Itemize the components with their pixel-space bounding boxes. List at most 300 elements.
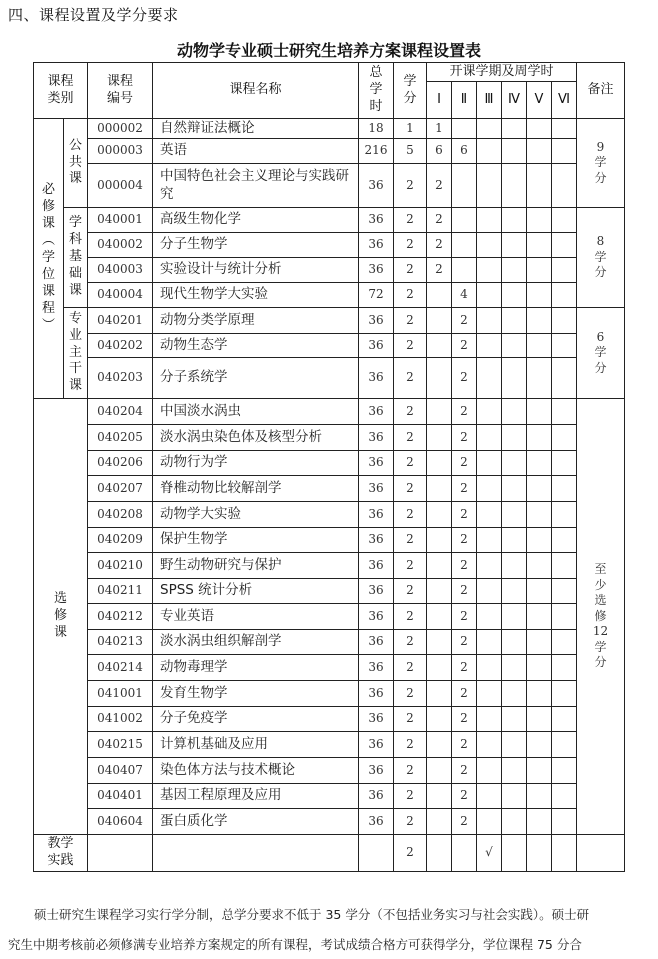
course-credits: 2 <box>393 757 427 784</box>
course-name: 专业英语 <box>152 603 359 630</box>
semester-hours-6 <box>551 680 577 707</box>
course-total-hours: 36 <box>358 603 394 630</box>
semester-hours-6 <box>551 138 577 164</box>
course-code: 040003 <box>87 257 153 283</box>
course-name: 分子系统学 <box>152 357 359 399</box>
remark-basic <box>576 207 625 308</box>
course-code: 040407 <box>87 757 153 784</box>
semester-hours-4 <box>501 603 527 630</box>
semester-hours-5 <box>526 450 552 476</box>
header-total-hours: 总 学 时 <box>358 62 394 119</box>
semester-hours-4 <box>501 757 527 784</box>
semester-hours-1: 2 <box>426 163 452 208</box>
header-semester-4: Ⅳ <box>501 81 527 119</box>
semester-hours-2 <box>451 834 477 872</box>
semester-hours-2: 2 <box>451 333 477 358</box>
course-total-hours: 36 <box>358 398 394 425</box>
semester-hours-4 <box>501 527 527 553</box>
semester-hours-4 <box>501 706 527 732</box>
semester-hours-2: 2 <box>451 307 477 334</box>
semester-hours-6 <box>551 552 577 579</box>
semester-hours-3 <box>476 552 502 579</box>
semester-hours-5 <box>526 578 552 604</box>
semester-hours-4 <box>501 680 527 707</box>
semester-hours-5 <box>526 333 552 358</box>
course-name: 动物学大实验 <box>152 501 359 528</box>
semester-hours-3 <box>476 207 502 233</box>
semester-hours-1 <box>426 834 452 872</box>
semester-hours-4 <box>501 552 527 579</box>
semester-hours-4 <box>501 731 527 758</box>
semester-hours-5 <box>526 398 552 425</box>
course-name: 蛋白质化学 <box>152 808 359 835</box>
course-total-hours: 36 <box>358 475 394 502</box>
semester-hours-3 <box>476 654 502 681</box>
semester-hours-1 <box>426 629 452 655</box>
course-name: 英语 <box>152 138 359 164</box>
header-name: 课程名称 <box>152 62 359 119</box>
semester-hours-1: 1 <box>426 118 452 139</box>
header-semester-6: Ⅵ <box>551 81 577 119</box>
semester-hours-1 <box>426 578 452 604</box>
semester-hours-2: 2 <box>451 808 477 835</box>
course-total-hours: 36 <box>358 783 394 809</box>
course-code: 040604 <box>87 808 153 835</box>
semester-hours-1 <box>426 808 452 835</box>
semester-hours-5 <box>526 282 552 308</box>
semester-hours-4 <box>501 654 527 681</box>
semester-hours-3 <box>476 450 502 476</box>
semester-hours-3 <box>476 118 502 139</box>
course-total-hours: 36 <box>358 706 394 732</box>
course-total-hours: 36 <box>358 207 394 233</box>
semester-hours-4 <box>501 232 527 258</box>
semester-hours-5 <box>526 706 552 732</box>
course-code: 040205 <box>87 424 153 451</box>
subcategory-major <box>63 307 88 399</box>
semester-hours-3 <box>476 163 502 208</box>
semester-hours-3 <box>476 731 502 758</box>
course-credits: 2 <box>393 450 427 476</box>
semester-hours-1 <box>426 603 452 630</box>
semester-hours-1: 6 <box>426 138 452 164</box>
semester-hours-3 <box>476 527 502 553</box>
semester-hours-2: 2 <box>451 552 477 579</box>
semester-hours-1 <box>426 527 452 553</box>
semester-hours-6 <box>551 501 577 528</box>
semester-hours-2: 2 <box>451 450 477 476</box>
semester-hours-3 <box>476 307 502 334</box>
course-name <box>152 834 359 872</box>
course-name: 自然辩证法概论 <box>152 118 359 139</box>
semester-hours-4 <box>501 501 527 528</box>
course-total-hours: 36 <box>358 654 394 681</box>
course-credits: 2 <box>393 808 427 835</box>
semester-hours-4 <box>501 834 527 872</box>
remark-basic-text: 8 学 分 <box>594 234 607 280</box>
course-total-hours: 36 <box>358 757 394 784</box>
semester-hours-4 <box>501 629 527 655</box>
semester-hours-6 <box>551 207 577 233</box>
semester-hours-5 <box>526 731 552 758</box>
semester-hours-1 <box>426 731 452 758</box>
remark-public-text: 9 学 分 <box>594 139 607 185</box>
course-total-hours: 36 <box>358 163 394 208</box>
semester-hours-3 <box>476 501 502 528</box>
semester-hours-1 <box>426 450 452 476</box>
semester-hours-1 <box>426 357 452 399</box>
course-code <box>87 834 153 872</box>
semester-hours-4 <box>501 475 527 502</box>
category-required <box>33 118 64 399</box>
semester-hours-2: 2 <box>451 603 477 630</box>
course-credits: 2 <box>393 398 427 425</box>
semester-hours-5 <box>526 603 552 630</box>
semester-hours-6 <box>551 333 577 358</box>
course-credits: 2 <box>393 257 427 283</box>
semester-hours-4 <box>501 257 527 283</box>
course-credits: 2 <box>393 282 427 308</box>
semester-hours-3 <box>476 257 502 283</box>
course-total-hours: 72 <box>358 282 394 308</box>
course-code: 040401 <box>87 783 153 809</box>
remark-elective-text: 至 少 选 修 12 学 分 <box>592 561 609 670</box>
course-name: 脊椎动物比较解剖学 <box>152 475 359 502</box>
semester-hours-1: 2 <box>426 257 452 283</box>
course-total-hours: 36 <box>358 552 394 579</box>
semester-hours-3 <box>476 603 502 630</box>
course-credits: 2 <box>393 357 427 399</box>
semester-hours-1: 2 <box>426 207 452 233</box>
course-total-hours: 36 <box>358 424 394 451</box>
semester-hours-2: 2 <box>451 527 477 553</box>
semester-hours-3 <box>476 680 502 707</box>
semester-hours-1 <box>426 501 452 528</box>
semester-hours-3 <box>476 333 502 358</box>
semester-hours-6 <box>551 783 577 809</box>
course-credits: 2 <box>393 552 427 579</box>
semester-hours-2: 2 <box>451 398 477 425</box>
course-credits: 2 <box>393 578 427 604</box>
course-total-hours: 18 <box>358 118 394 139</box>
semester-hours-3 <box>476 398 502 425</box>
category-practice: 教学 实践 <box>33 834 88 872</box>
course-total-hours <box>358 834 394 872</box>
semester-hours-3 <box>476 282 502 308</box>
semester-hours-6 <box>551 834 577 872</box>
course-code: 040201 <box>87 307 153 334</box>
semester-hours-1 <box>426 680 452 707</box>
course-name: 发育生物学 <box>152 680 359 707</box>
course-credits: 2 <box>393 475 427 502</box>
header-remark: 备注 <box>576 62 625 119</box>
course-name: 计算机基础及应用 <box>152 731 359 758</box>
course-code: 040211 <box>87 578 153 604</box>
semester-hours-6 <box>551 654 577 681</box>
course-code: 040207 <box>87 475 153 502</box>
semester-hours-4 <box>501 138 527 164</box>
course-credits: 2 <box>393 424 427 451</box>
course-code: 000003 <box>87 138 153 164</box>
semester-hours-1 <box>426 757 452 784</box>
course-code: 040214 <box>87 654 153 681</box>
course-name: 现代生物学大实验 <box>152 282 359 308</box>
course-credits: 2 <box>393 527 427 553</box>
semester-hours-5 <box>526 783 552 809</box>
semester-hours-5 <box>526 527 552 553</box>
course-name: 中国特色社会主义理论与实践研究 <box>152 163 359 208</box>
semester-hours-6 <box>551 706 577 732</box>
semester-hours-5 <box>526 207 552 233</box>
semester-hours-3 <box>476 232 502 258</box>
course-code: 040204 <box>87 398 153 425</box>
semester-hours-3 <box>476 629 502 655</box>
semester-hours-1 <box>426 783 452 809</box>
semester-hours-5 <box>526 501 552 528</box>
course-name: 动物毒理学 <box>152 654 359 681</box>
footer-paragraph-line-2: 究生中期考核前必须修满专业培养方案规定的所有课程，考试成绩合格方可获得学分，学位课程 75 分合 <box>8 937 582 952</box>
semester-hours-5 <box>526 654 552 681</box>
course-code: 041002 <box>87 706 153 732</box>
semester-hours-2 <box>451 207 477 233</box>
semester-hours-3 <box>476 424 502 451</box>
course-code: 040002 <box>87 232 153 258</box>
course-credits: 2 <box>393 834 427 872</box>
course-name: 淡水涡虫组织解剖学 <box>152 629 359 655</box>
semester-hours-1 <box>426 706 452 732</box>
semester-hours-4 <box>501 424 527 451</box>
course-credits: 2 <box>393 163 427 208</box>
semester-hours-3 <box>476 578 502 604</box>
course-total-hours: 36 <box>358 731 394 758</box>
semester-hours-4 <box>501 808 527 835</box>
course-name: 动物行为学 <box>152 450 359 476</box>
semester-hours-3 <box>476 808 502 835</box>
subcategory-public-text: 公 共 课 <box>68 137 82 187</box>
semester-hours-5 <box>526 757 552 784</box>
semester-hours-5 <box>526 629 552 655</box>
course-credits: 2 <box>393 307 427 334</box>
course-name: 动物分类学原理 <box>152 307 359 334</box>
semester-hours-5 <box>526 118 552 139</box>
subcategory-basic-text: 学 科 基 础 课 <box>68 215 82 298</box>
semester-hours-6 <box>551 808 577 835</box>
semester-hours-5 <box>526 834 552 872</box>
semester-hours-5 <box>526 680 552 707</box>
semester-hours-1 <box>426 654 452 681</box>
remark-major-text: 6 学 分 <box>594 329 607 375</box>
semester-hours-2: 2 <box>451 578 477 604</box>
semester-hours-6 <box>551 603 577 630</box>
semester-hours-5 <box>526 424 552 451</box>
header-semester-3: Ⅲ <box>476 81 502 119</box>
semester-hours-5 <box>526 138 552 164</box>
course-total-hours: 36 <box>358 578 394 604</box>
semester-hours-6 <box>551 629 577 655</box>
semester-hours-6 <box>551 307 577 334</box>
semester-hours-6 <box>551 232 577 258</box>
subcategory-public <box>63 118 88 208</box>
course-total-hours: 36 <box>358 501 394 528</box>
semester-hours-3: √ <box>476 834 502 872</box>
semester-hours-5 <box>526 475 552 502</box>
semester-hours-2: 4 <box>451 282 477 308</box>
semester-hours-3 <box>476 357 502 399</box>
course-total-hours: 36 <box>358 808 394 835</box>
semester-hours-4 <box>501 578 527 604</box>
semester-hours-2: 2 <box>451 757 477 784</box>
course-code: 040215 <box>87 731 153 758</box>
remark-public <box>576 118 625 208</box>
course-name: SPSS 统计分析 <box>152 578 359 604</box>
semester-hours-2: 2 <box>451 475 477 502</box>
header-category: 课程 类别 <box>33 62 88 119</box>
course-name: 分子生物学 <box>152 232 359 258</box>
semester-hours-6 <box>551 357 577 399</box>
course-code: 040209 <box>87 527 153 553</box>
semester-hours-5 <box>526 307 552 334</box>
semester-hours-6 <box>551 475 577 502</box>
semester-hours-2: 2 <box>451 424 477 451</box>
course-code: 040001 <box>87 207 153 233</box>
course-name: 实验设计与统计分析 <box>152 257 359 283</box>
semester-hours-2: 2 <box>451 629 477 655</box>
course-code: 040202 <box>87 333 153 358</box>
semester-hours-4 <box>501 357 527 399</box>
semester-hours-1: 2 <box>426 232 452 258</box>
semester-hours-4 <box>501 282 527 308</box>
semester-hours-2 <box>451 257 477 283</box>
semester-hours-5 <box>526 808 552 835</box>
course-code: 000004 <box>87 163 153 208</box>
semester-hours-3 <box>476 475 502 502</box>
semester-hours-4 <box>501 307 527 334</box>
header-code: 课程 编号 <box>87 62 153 119</box>
semester-hours-6 <box>551 578 577 604</box>
course-total-hours: 36 <box>358 450 394 476</box>
course-credits: 2 <box>393 731 427 758</box>
course-credits: 1 <box>393 118 427 139</box>
semester-hours-2: 2 <box>451 680 477 707</box>
course-credits: 2 <box>393 501 427 528</box>
course-total-hours: 36 <box>358 257 394 283</box>
semester-hours-5 <box>526 232 552 258</box>
semester-hours-6 <box>551 424 577 451</box>
footer-paragraph-line-1: 硕士研究生课程学习实行学分制，总学分要求不低于 35 学分（不包括业务实习与社会实践）。硕士研 <box>34 907 590 922</box>
semester-hours-2 <box>451 163 477 208</box>
semester-hours-2: 2 <box>451 783 477 809</box>
course-code: 000002 <box>87 118 153 139</box>
course-name: 野生动物研究与保护 <box>152 552 359 579</box>
semester-hours-2: 6 <box>451 138 477 164</box>
semester-hours-6 <box>551 282 577 308</box>
course-total-hours: 36 <box>358 629 394 655</box>
course-total-hours: 36 <box>358 232 394 258</box>
course-name: 高级生物化学 <box>152 207 359 233</box>
course-total-hours: 36 <box>358 333 394 358</box>
remark-elective <box>576 398 625 835</box>
category-elective <box>33 398 88 835</box>
course-credits: 2 <box>393 654 427 681</box>
semester-hours-3 <box>476 706 502 732</box>
course-code: 041001 <box>87 680 153 707</box>
semester-hours-6 <box>551 163 577 208</box>
course-total-hours: 36 <box>358 527 394 553</box>
semester-hours-6 <box>551 757 577 784</box>
course-code: 040212 <box>87 603 153 630</box>
semester-hours-5 <box>526 357 552 399</box>
course-credits: 2 <box>393 783 427 809</box>
semester-hours-3 <box>476 783 502 809</box>
course-code: 040206 <box>87 450 153 476</box>
semester-hours-4 <box>501 163 527 208</box>
course-code: 040210 <box>87 552 153 579</box>
course-code: 040203 <box>87 357 153 399</box>
semester-hours-1 <box>426 307 452 334</box>
course-total-hours: 36 <box>358 307 394 334</box>
semester-hours-1 <box>426 424 452 451</box>
semester-hours-1 <box>426 475 452 502</box>
subcategory-major-text: 专 业 主 干 课 <box>68 310 82 394</box>
semester-hours-1 <box>426 552 452 579</box>
semester-hours-2: 2 <box>451 706 477 732</box>
course-name: 分子免疫学 <box>152 706 359 732</box>
semester-hours-6 <box>551 450 577 476</box>
semester-hours-5 <box>526 257 552 283</box>
semester-hours-6 <box>551 398 577 425</box>
course-code: 040213 <box>87 629 153 655</box>
header-semester-5: Ⅴ <box>526 81 552 119</box>
semester-hours-4 <box>501 333 527 358</box>
course-name: 动物生态学 <box>152 333 359 358</box>
semester-hours-5 <box>526 552 552 579</box>
course-name: 淡水涡虫染色体及核型分析 <box>152 424 359 451</box>
course-total-hours: 36 <box>358 680 394 707</box>
course-name: 基因工程原理及应用 <box>152 783 359 809</box>
semester-hours-2 <box>451 118 477 139</box>
course-credits: 2 <box>393 207 427 233</box>
header-semester-1: Ⅰ <box>426 81 452 119</box>
semester-hours-5 <box>526 163 552 208</box>
course-credits: 2 <box>393 232 427 258</box>
semester-hours-6 <box>551 257 577 283</box>
course-credits: 2 <box>393 706 427 732</box>
header-semester-2: Ⅱ <box>451 81 477 119</box>
remark-practice <box>576 834 625 872</box>
course-credits: 5 <box>393 138 427 164</box>
semester-hours-4 <box>501 783 527 809</box>
header-credits: 学 分 <box>393 62 427 119</box>
semester-hours-3 <box>476 757 502 784</box>
semester-hours-2: 2 <box>451 654 477 681</box>
course-credits: 2 <box>393 333 427 358</box>
table-title: 动物学专业硕士研究生培养方案课程设置表 <box>176 41 481 60</box>
course-code: 040004 <box>87 282 153 308</box>
course-total-hours: 36 <box>358 357 394 399</box>
semester-hours-4 <box>501 207 527 233</box>
semester-hours-1 <box>426 398 452 425</box>
course-total-hours: 216 <box>358 138 394 164</box>
semester-hours-4 <box>501 118 527 139</box>
course-code: 040208 <box>87 501 153 528</box>
header-semester-group: 开课学期及周学时 <box>426 62 577 82</box>
course-name: 保护生物学 <box>152 527 359 553</box>
semester-hours-3 <box>476 138 502 164</box>
semester-hours-2 <box>451 232 477 258</box>
course-name: 染色体方法与技术概论 <box>152 757 359 784</box>
course-credits: 2 <box>393 680 427 707</box>
section-title: 四、课程设置及学分要求 <box>8 6 179 24</box>
